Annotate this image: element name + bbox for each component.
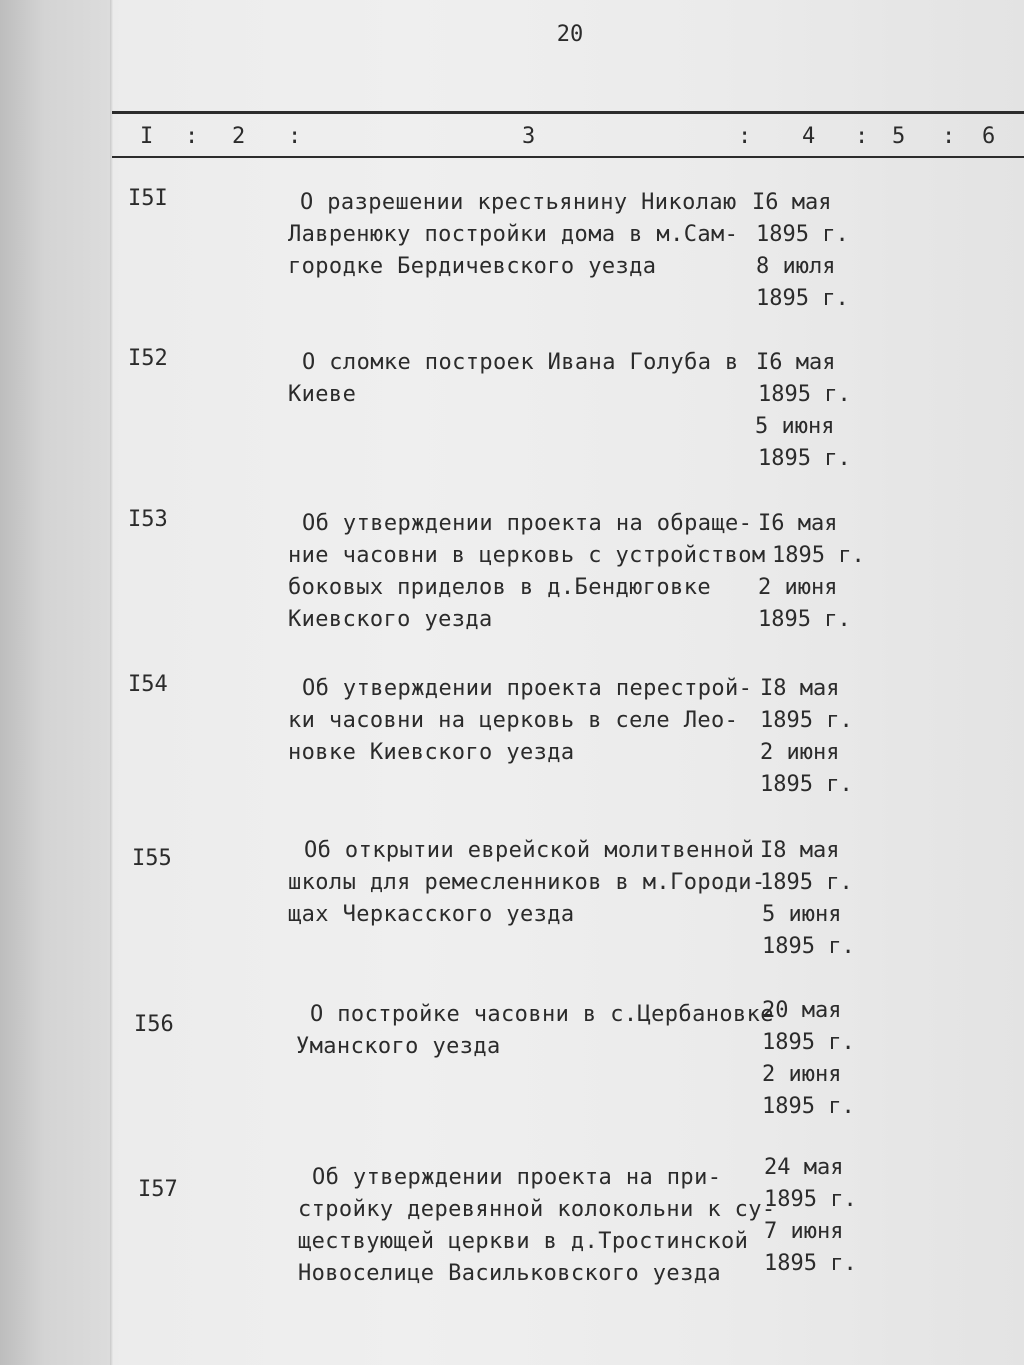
- entry-date-line: I8 мая: [760, 676, 840, 701]
- entry-date-line: 1895 г.: [760, 870, 853, 895]
- page-edge: [110, 0, 113, 1365]
- entry-title-line: Новоселице Васильковского уезда: [298, 1261, 721, 1286]
- entry-date-line: 5 июня: [755, 414, 835, 439]
- entry-date-line: 1895 г.: [758, 382, 851, 407]
- header-rule-top: [112, 111, 1024, 114]
- entry-date-line: 1895 г.: [772, 543, 865, 568]
- column-header-5: 5: [892, 124, 906, 149]
- entry-title-line: О сломке построек Ивана Голуба в: [302, 350, 739, 375]
- entry-title-line: Киевского уезда: [288, 607, 493, 632]
- entry-title-line: Об утверждении проекта на обраще-: [302, 511, 753, 536]
- entry-number: I56: [134, 1012, 174, 1037]
- entry-title-line: Уманского уезда: [296, 1034, 501, 1059]
- entry-date-line: I6 мая: [752, 190, 832, 215]
- entry-date-line: 2 июня: [760, 740, 840, 765]
- entry-date-line: 1895 г.: [762, 1094, 855, 1119]
- entry-title-line: школы для ремесленников в м.Городи-: [288, 870, 766, 895]
- column-header-3: 3: [522, 124, 536, 149]
- column-header-2: 2: [232, 124, 246, 149]
- column-separator: :: [942, 124, 956, 149]
- entry-date-line: 1895 г.: [764, 1187, 857, 1212]
- entry-title-line: О постройке часовни в с.Цербановке: [310, 1002, 774, 1027]
- entry-date-line: 1895 г.: [758, 607, 851, 632]
- entry-title-line: ки часовни на церковь в селе Лео-: [288, 708, 739, 733]
- entry-number: I53: [128, 507, 168, 532]
- entry-title-line: Об утверждении проекта на при-: [312, 1165, 722, 1190]
- entry-date-line: 1895 г.: [758, 446, 851, 471]
- page-number: 20: [556, 22, 584, 47]
- entry-date-line: 1895 г.: [756, 222, 849, 247]
- entry-title-line: ние часовни в церковь с устройством: [288, 543, 766, 568]
- entry-date-line: I8 мая: [760, 838, 840, 863]
- column-header-4: 4: [802, 124, 816, 149]
- entry-date-line: 7 июня: [764, 1219, 844, 1244]
- entry-date-line: I6 мая: [756, 350, 836, 375]
- entry-date-line: I6 мая: [758, 511, 838, 536]
- entry-number: I55: [132, 846, 172, 871]
- entry-date-line: 20 мая: [762, 998, 842, 1023]
- entry-title-line: стройку деревянной колокольни к су-: [298, 1197, 776, 1222]
- column-header-6: 6: [982, 124, 996, 149]
- entry-date-line: 1895 г.: [760, 708, 853, 733]
- entry-title-line: щах Черкасского уезда: [288, 902, 575, 927]
- entry-title-line: Об открытии еврейской молитвенной: [304, 838, 755, 863]
- entry-date-line: 5 июня: [762, 902, 842, 927]
- header-rule-bottom: [112, 156, 1024, 158]
- entry-date-line: 2 июня: [762, 1062, 842, 1087]
- entry-title-line: ществующей церкви в д.Тростинской: [298, 1229, 749, 1254]
- entry-number: I5I: [128, 186, 168, 211]
- column-separator: :: [738, 124, 752, 149]
- entry-date-line: 1895 г.: [764, 1251, 857, 1276]
- entry-title-line: боковых приделов в д.Бендюговке: [288, 575, 711, 600]
- entry-number: I52: [128, 346, 168, 371]
- binding-gutter: [0, 0, 112, 1365]
- entry-title-line: городке Бердичевского уезда: [288, 254, 657, 279]
- entry-title-line: О разрешении крестьянину Николаю: [300, 190, 737, 215]
- entry-date-line: 1895 г.: [762, 934, 855, 959]
- entry-date-line: 1895 г.: [760, 772, 853, 797]
- entry-title-line: Об утверждении проекта перестрой-: [302, 676, 753, 701]
- entry-date-line: 1895 г.: [756, 286, 849, 311]
- entry-title-line: новке Киевского уезда: [288, 740, 575, 765]
- entry-number: I54: [128, 672, 168, 697]
- entry-date-line: 1895 г.: [762, 1030, 855, 1055]
- entry-date-line: 2 июня: [758, 575, 838, 600]
- column-separator: :: [185, 124, 199, 149]
- column-separator: :: [288, 124, 302, 149]
- column-header-1: I: [140, 124, 154, 149]
- entry-date-line: 8 июля: [756, 254, 836, 279]
- entry-number: I57: [138, 1177, 178, 1202]
- entry-title-line: Киеве: [288, 382, 357, 407]
- entry-date-line: 24 мая: [764, 1155, 844, 1180]
- column-separator: :: [855, 124, 869, 149]
- entry-title-line: Лавренюку постройки дома в м.Сам-: [288, 222, 739, 247]
